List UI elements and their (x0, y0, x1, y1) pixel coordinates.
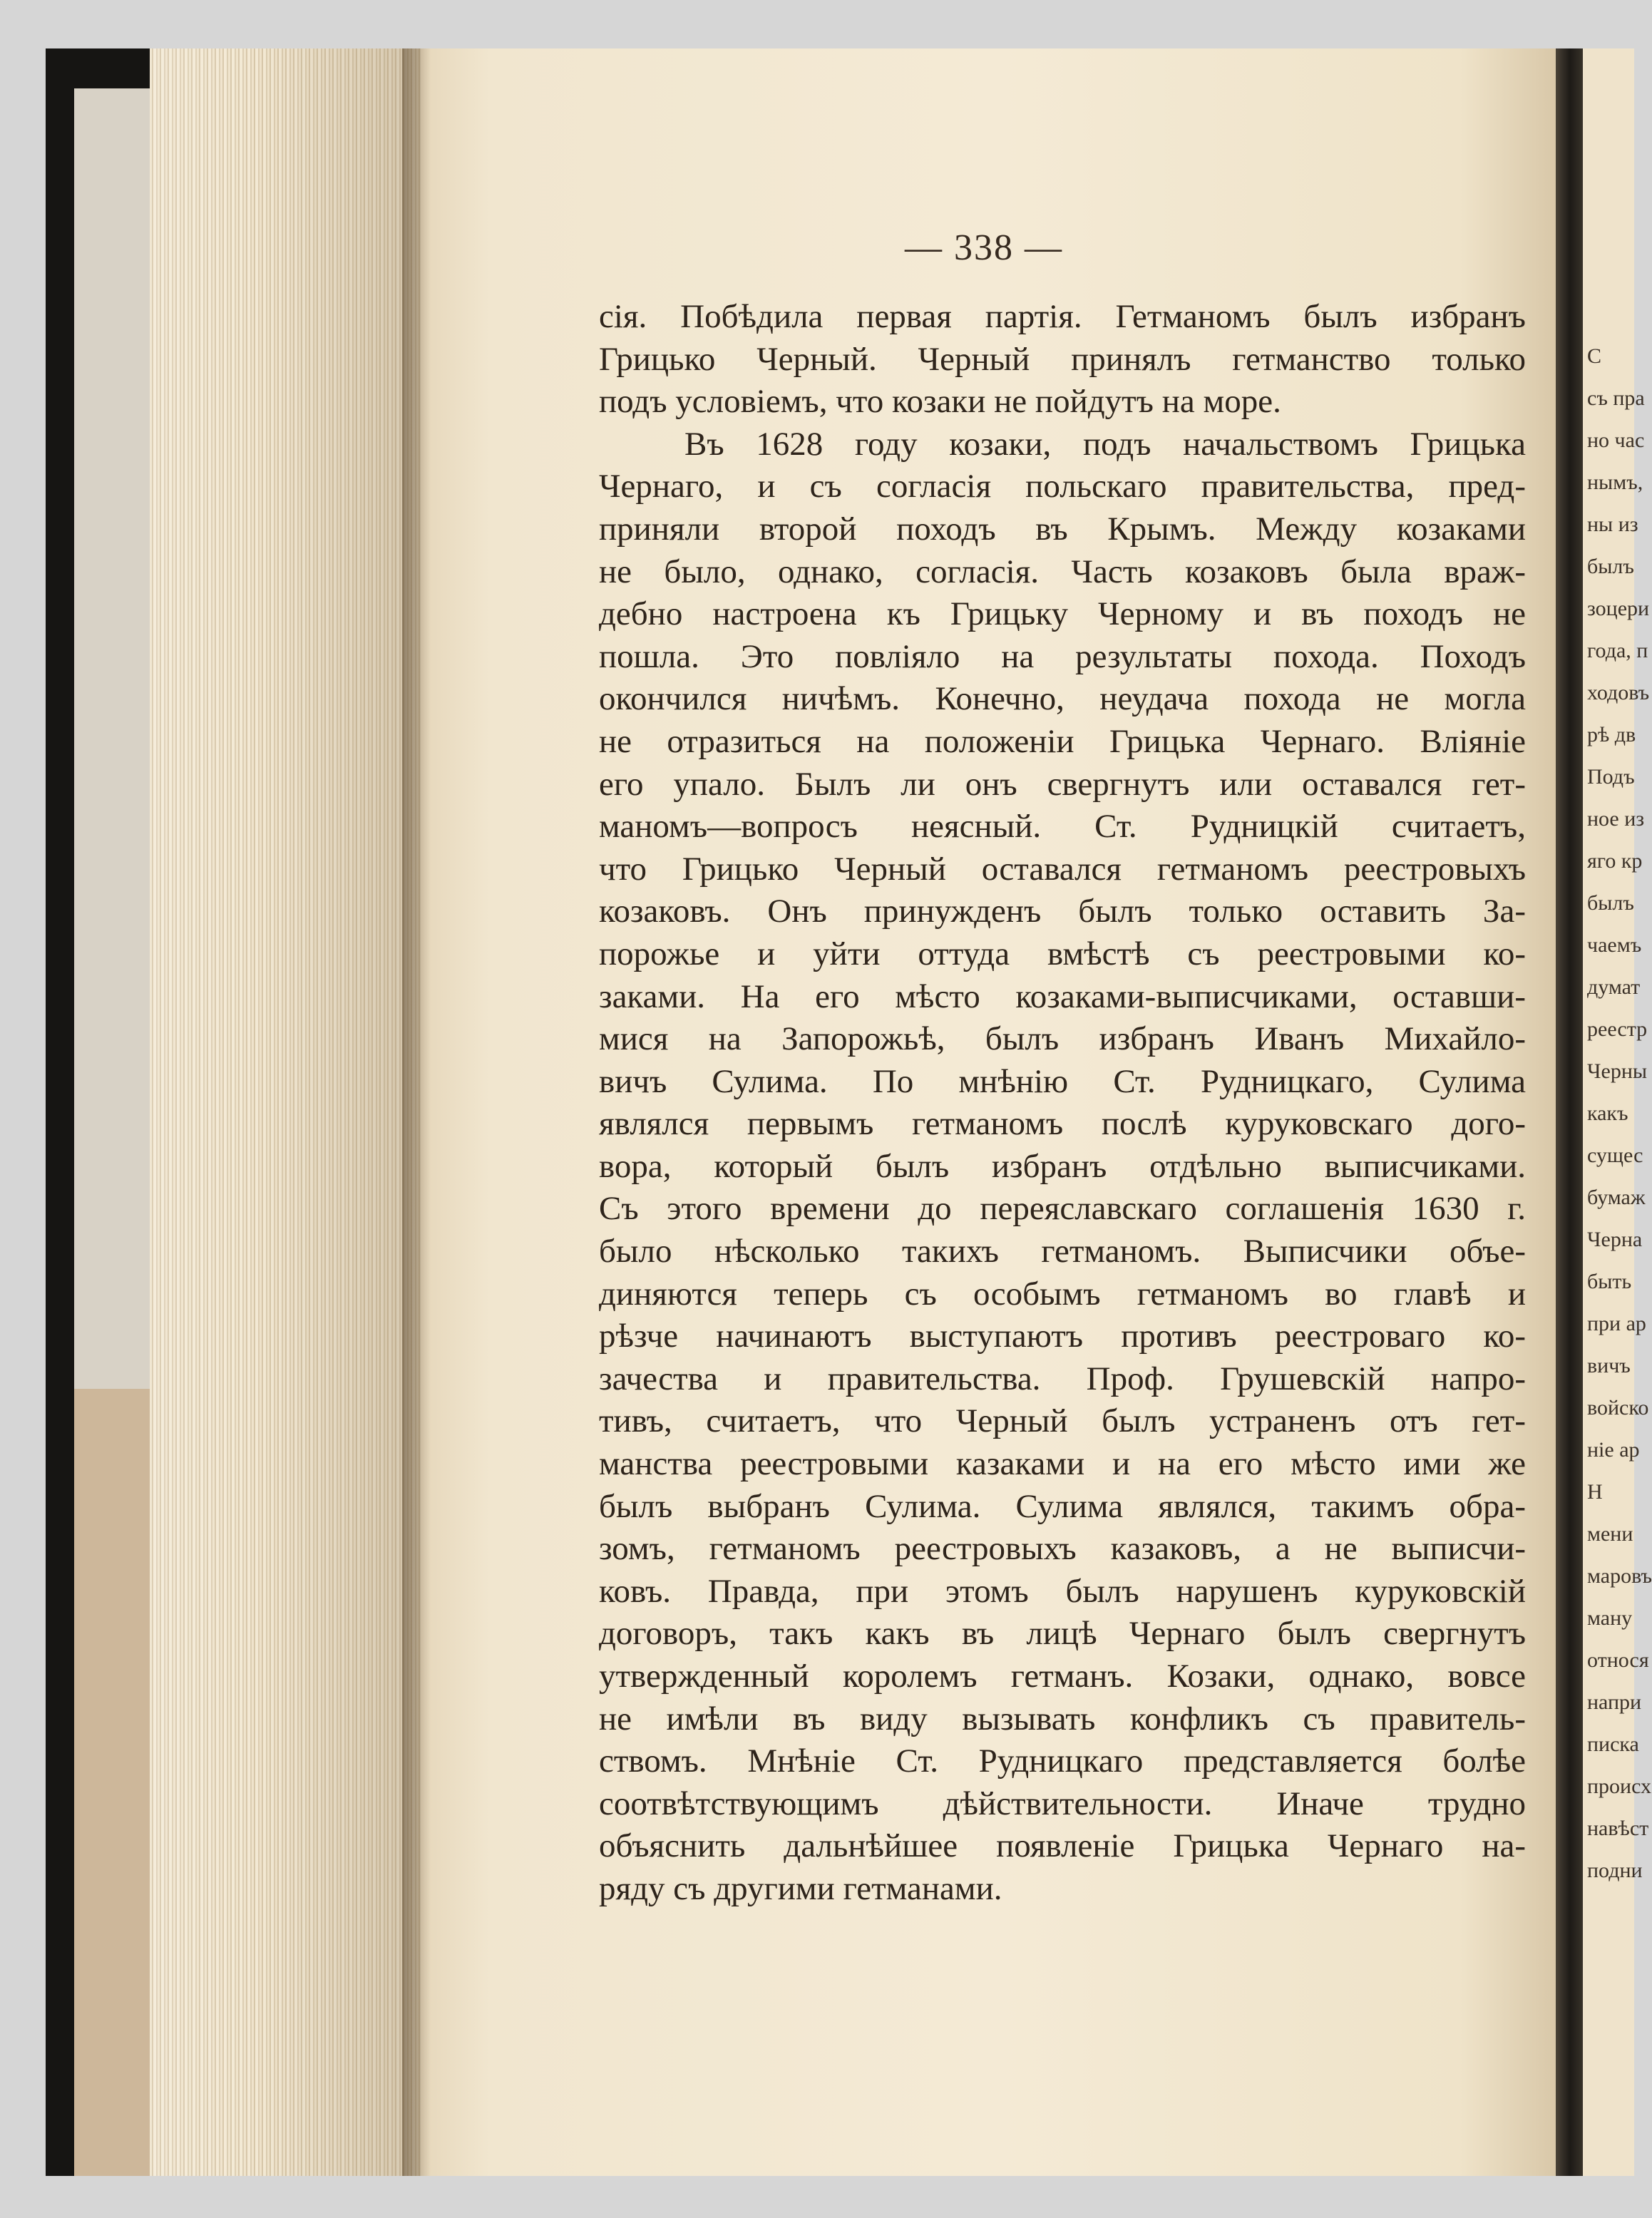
facing-page-line: рѣ дв (1587, 723, 1636, 746)
facing-page-line: яго кр (1587, 849, 1643, 873)
text-line: вичъ Сулима. По мнѣнію Ст. Рудницкаго, Сулима (599, 1062, 1526, 1100)
facing-page-line: года, п (1587, 639, 1648, 662)
text-line: что Грицько Черный оставался гетманомъ реестровыхъ (599, 850, 1526, 888)
facing-page-line: войско (1587, 1396, 1649, 1419)
text-line: Въ 1628 году козаки, подъ начальствомъ Грицька (684, 425, 1526, 463)
page-text (599, 296, 1526, 1911)
facing-page-line: ны из (1587, 513, 1638, 536)
book-spine (1556, 48, 1584, 2176)
text-line: договоръ, такъ какъ въ лицѣ Чернаго былъ свергнутъ (599, 1615, 1526, 1653)
facing-page-line: подни (1587, 1859, 1643, 1882)
text-line: былъ выбранъ Сулима. Сулима являлся, такимъ обра- (599, 1487, 1526, 1525)
facing-page-line: нымъ, (1587, 471, 1643, 494)
facing-page-fragment (1583, 48, 1652, 2176)
facing-page-line: ходовъ (1587, 681, 1650, 704)
text-line: соотвѣтствующимъ дѣйствительности. Иначе трудно (599, 1785, 1526, 1822)
facing-page-line: при ар (1587, 1312, 1646, 1335)
text-line: диняются теперь съ особымъ гетманомъ во главѣ и (599, 1275, 1526, 1313)
page-edges-shade (150, 48, 421, 2176)
text-line: вора, который былъ избранъ отдѣльно выписчиками. (599, 1147, 1526, 1185)
text-line: заками. На его мѣсто козаками-выписчиками, оставши- (599, 977, 1526, 1015)
text-line: пошла. Это повліяло на результаты похода. Походъ (599, 637, 1526, 675)
text-line: не имѣли въ виду вызывать конфликъ съ правитель- (599, 1700, 1526, 1737)
facing-page-line: зоцери (1587, 597, 1650, 620)
text-line: не отразиться на положеніи Грицька Чернаго. Вліяніе (599, 722, 1526, 760)
facing-page-line: Н (1587, 1480, 1603, 1504)
facing-page-line: Черны (1587, 1059, 1648, 1083)
text-line: было нѣсколько такихъ гетманомъ. Выписчики объе- (599, 1233, 1526, 1270)
facing-page-line: съ пра (1587, 386, 1645, 410)
page-number: — 338 — (905, 227, 1063, 268)
text-line: зачества и правительства. Проф. Грушевскій напро- (599, 1360, 1526, 1397)
text-line: ряду съ другими гетманами. (599, 1869, 1002, 1907)
text-line: утвержденный королемъ гетманъ. Козаки, однако, вовсе (599, 1658, 1526, 1695)
facing-page-line: Подъ (1587, 765, 1635, 789)
facing-page-line: вичъ (1587, 1354, 1631, 1377)
facing-page-line: напри (1587, 1690, 1642, 1714)
text-line: Чернаго, и съ согласія польскаго правительства, пред- (599, 468, 1526, 505)
facing-page-line: ніе ар (1587, 1438, 1640, 1462)
text-line: объяснить дальнѣйшее появленіе Грицька Чернаго на- (599, 1827, 1526, 1865)
text-line: тивъ, считаетъ, что Черный былъ устраненъ отъ гет- (599, 1402, 1526, 1440)
facing-page-lines (1583, 335, 1652, 1891)
facing-page-line: бумаж (1587, 1186, 1646, 1209)
text-line: Съ этого времени до переяславскаго соглашенія 1630 г. (599, 1190, 1526, 1228)
facing-page-line: относя (1587, 1648, 1649, 1672)
facing-page-line: С (1587, 344, 1602, 368)
text-line: порожье и уйти оттуда вмѣстѣ съ реестровыми ко- (599, 935, 1526, 972)
text-line: Грицько Черный. Черный принялъ гетманство только (599, 340, 1526, 378)
text-line: не было, однако, согласія. Часть козаковъ была враж- (599, 553, 1526, 590)
text-line: козаковъ. Онъ принужденъ былъ только оставить За- (599, 893, 1526, 930)
text-line: зомъ, гетманомъ реестровыхъ казаковъ, а не выписчи- (599, 1530, 1526, 1568)
text-line: рѣзче начинаютъ выступаютъ противъ реестроваго ко- (599, 1318, 1526, 1355)
facing-page-line: ману (1587, 1606, 1633, 1630)
gutter-shadow (402, 48, 431, 2176)
facing-page-line: Черна (1587, 1228, 1643, 1251)
text-line: маномъ—вопросъ неясный. Ст. Рудницкій считаетъ, (599, 808, 1526, 846)
facing-page-line: происх (1587, 1775, 1652, 1798)
text-line: его упало. Былъ ли онъ свергнутъ или оставался гет- (599, 765, 1526, 803)
text-line: сія. Побѣдила первая партія. Гетманомъ былъ избранъ (599, 298, 1526, 335)
facing-page-line: мени (1587, 1522, 1633, 1546)
facing-page-line: чаемъ (1587, 933, 1642, 957)
text-line: подъ условіемъ, что козаки не пойдутъ на море. (599, 383, 1281, 421)
facing-page-line: но час (1587, 428, 1645, 452)
text-line: манства реестровыми казаками и на его мѣсто ими же (599, 1445, 1526, 1483)
text-line: ствомъ. Мнѣніе Ст. Рудницкаго представляется болѣе (599, 1742, 1526, 1780)
facing-page-line: быть (1587, 1270, 1632, 1293)
facing-page-line: какъ (1587, 1102, 1628, 1125)
facing-page-line: реестр (1587, 1017, 1648, 1041)
facing-page-line: писка (1587, 1732, 1639, 1756)
facing-page-line: былъ (1587, 891, 1634, 915)
text-line: приняли второй походъ въ Крымъ. Между козаками (599, 510, 1526, 548)
text-line: окончился ничѣмъ. Конечно, неудача похода не могла (599, 680, 1526, 718)
facing-page-line: сущес (1587, 1144, 1643, 1167)
text-line: мися на Запорожьѣ, былъ избранъ Иванъ Михайло- (599, 1020, 1526, 1058)
facing-page-line: ное из (1587, 807, 1645, 831)
text-line: являлся первымъ гетманомъ послѣ куруковскаго дого- (599, 1105, 1526, 1143)
facing-page-line: былъ (1587, 555, 1634, 578)
text-line: дебно настроена къ Грицьку Черному и въ походъ не (599, 595, 1526, 633)
facing-page-line: маровъ (1587, 1564, 1652, 1588)
text-line: ковъ. Правда, при этомъ былъ нарушенъ куруковскій (599, 1572, 1526, 1610)
facing-page-line: думат (1587, 975, 1641, 999)
facing-page-line: навѣст (1587, 1817, 1649, 1840)
